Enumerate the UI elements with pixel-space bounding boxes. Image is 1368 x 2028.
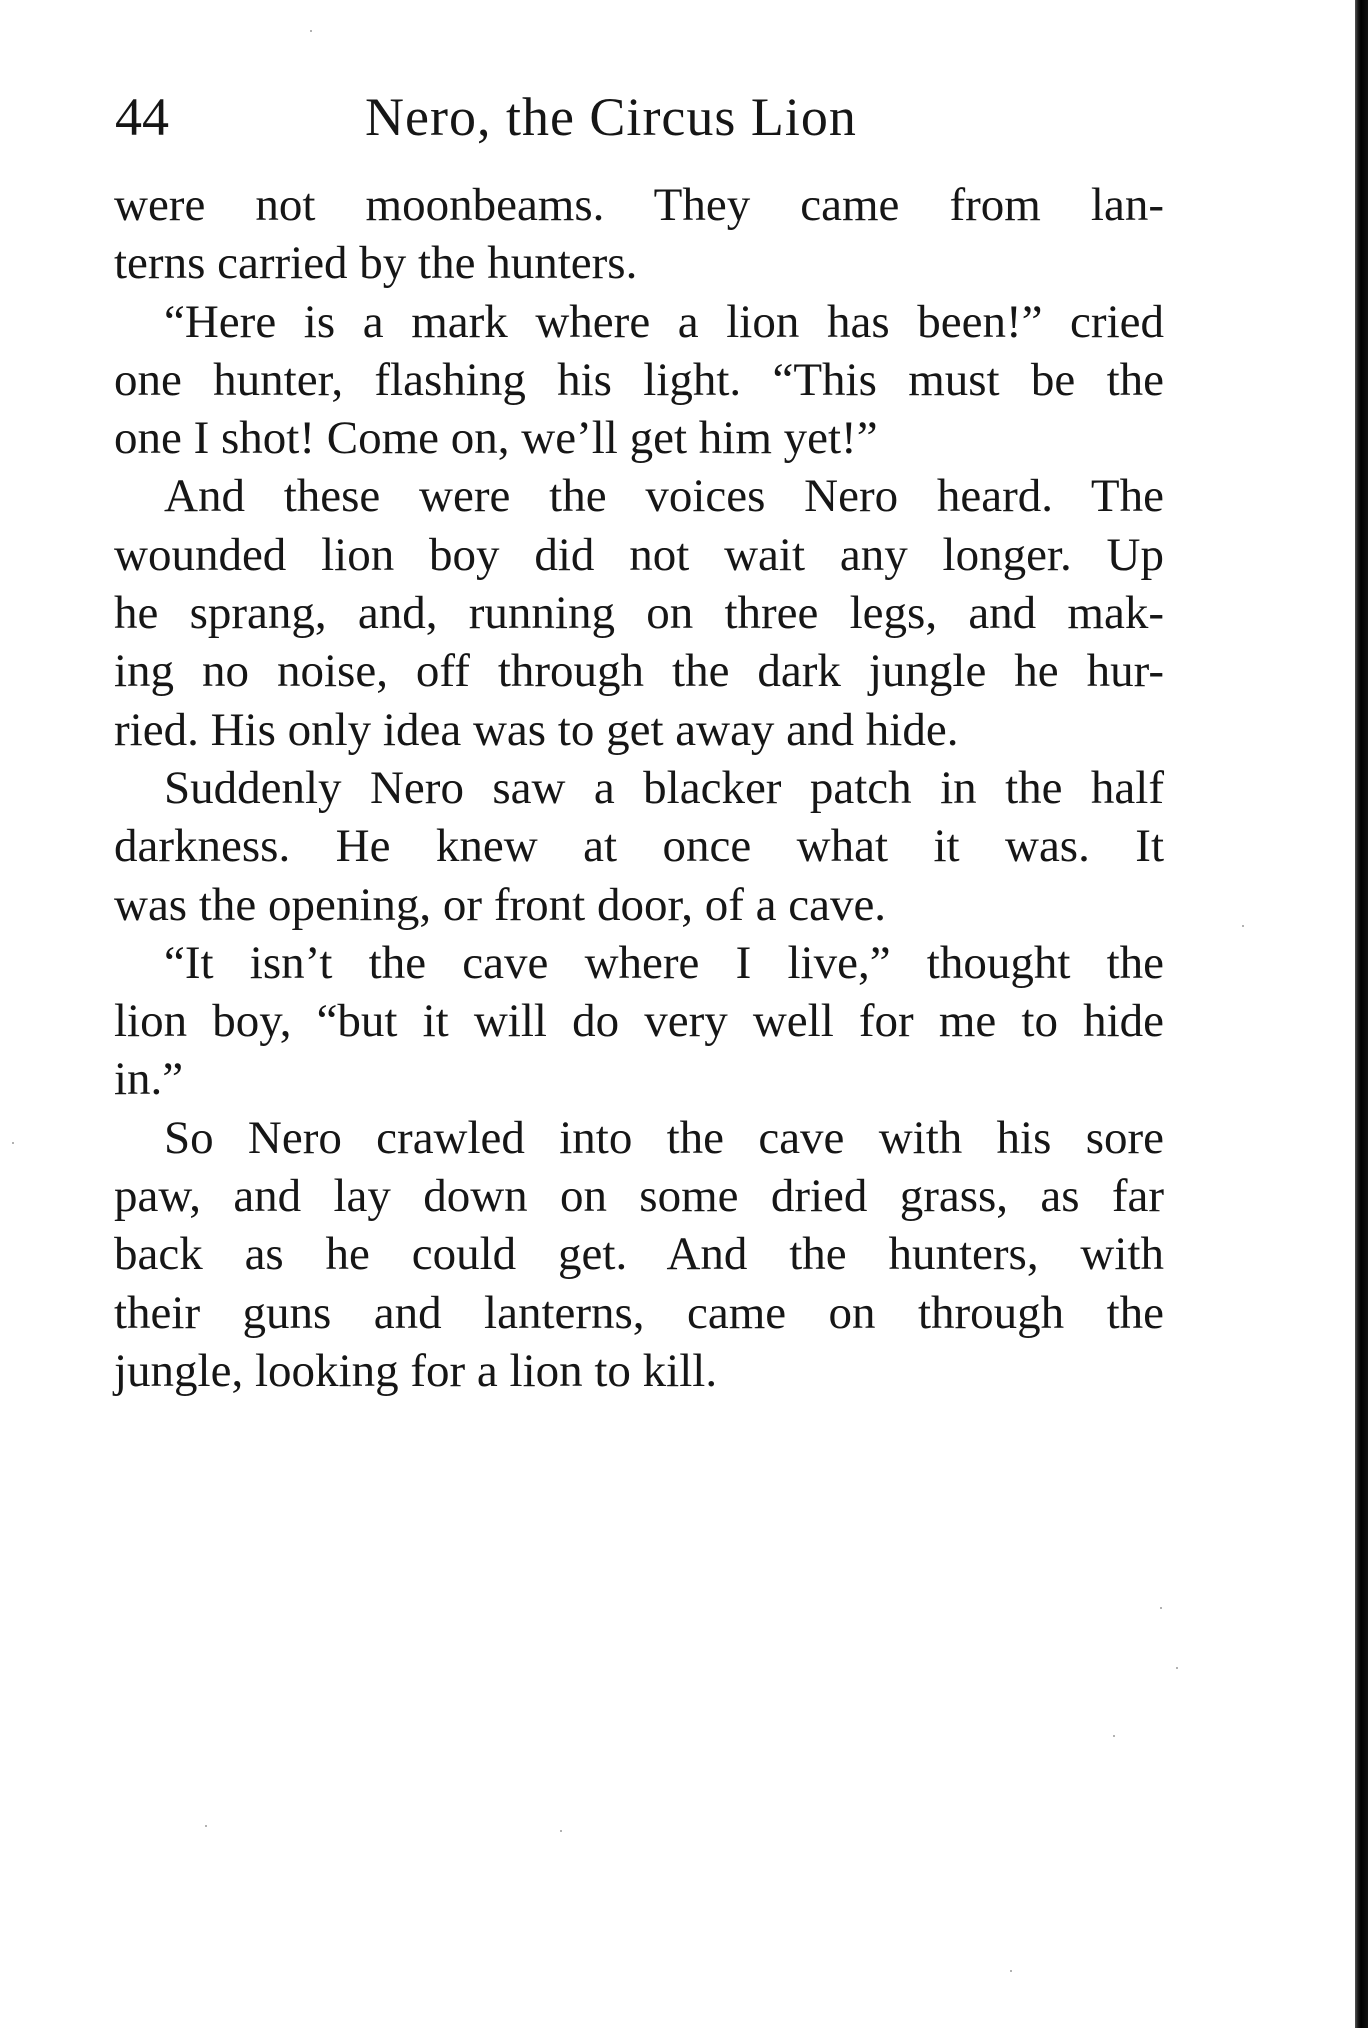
text-line: lion boy, “but it will do very well for me to hide <box>114 995 1164 1048</box>
text-line: “Here is a mark where a lion has been!” cried <box>164 295 1164 348</box>
text-line: “It isn’t the cave where I live,” thought the <box>164 936 1164 989</box>
text-line: were not moonbeams. They came from lan- <box>114 179 1164 231</box>
text-line: ried. His only idea was to get away and hide. <box>114 703 959 756</box>
text-line: back as he could get. And the hunters, with <box>114 1228 1164 1281</box>
text-line: And these were the voices Nero heard. The <box>164 470 1164 523</box>
text-line: terns carried by the hunters. <box>114 237 638 290</box>
binding-edge <box>1355 0 1368 2028</box>
paper-speck <box>1242 925 1244 927</box>
text-line: So Nero crawled into the cave with his sore <box>164 1111 1164 1164</box>
text-line: one hunter, flashing his light. “This must be the <box>114 353 1164 406</box>
body-text <box>114 176 1164 1400</box>
text-line: jungle, looking for a lion to kill. <box>114 1344 718 1397</box>
page-number: 44 <box>115 87 169 147</box>
text-line: paw, and lay down on some dried grass, as far <box>114 1170 1164 1223</box>
paper-speck <box>1176 1667 1178 1669</box>
paper-speck <box>310 30 312 32</box>
paper-speck <box>12 1142 14 1144</box>
text-line: ing no noise, off through the dark jungle he hur- <box>114 645 1164 698</box>
text-line: darkness. He knew at once what it was. It <box>114 820 1164 873</box>
paper-speck <box>1113 1735 1115 1737</box>
running-title: Nero, the Circus Lion <box>365 87 857 147</box>
running-head <box>115 82 925 152</box>
text-line: he sprang, and, running on three legs, and mak- <box>114 587 1164 640</box>
text-line: wounded lion boy did not wait any longer. Up <box>114 528 1164 581</box>
text-line: their guns and lanterns, came on through the <box>114 1286 1164 1339</box>
text-line: in.” <box>114 1053 184 1106</box>
paper-speck <box>1010 1970 1012 1972</box>
paper-speck <box>560 1830 562 1832</box>
paper-speck <box>205 1825 207 1827</box>
text-line: Suddenly Nero saw a blacker patch in the half <box>164 761 1164 814</box>
text-line: one I shot! Come on, we’ll get him yet!” <box>114 412 878 465</box>
text-line: was the opening, or front door, of a cave. <box>114 878 887 931</box>
paper-speck <box>1160 1607 1162 1609</box>
